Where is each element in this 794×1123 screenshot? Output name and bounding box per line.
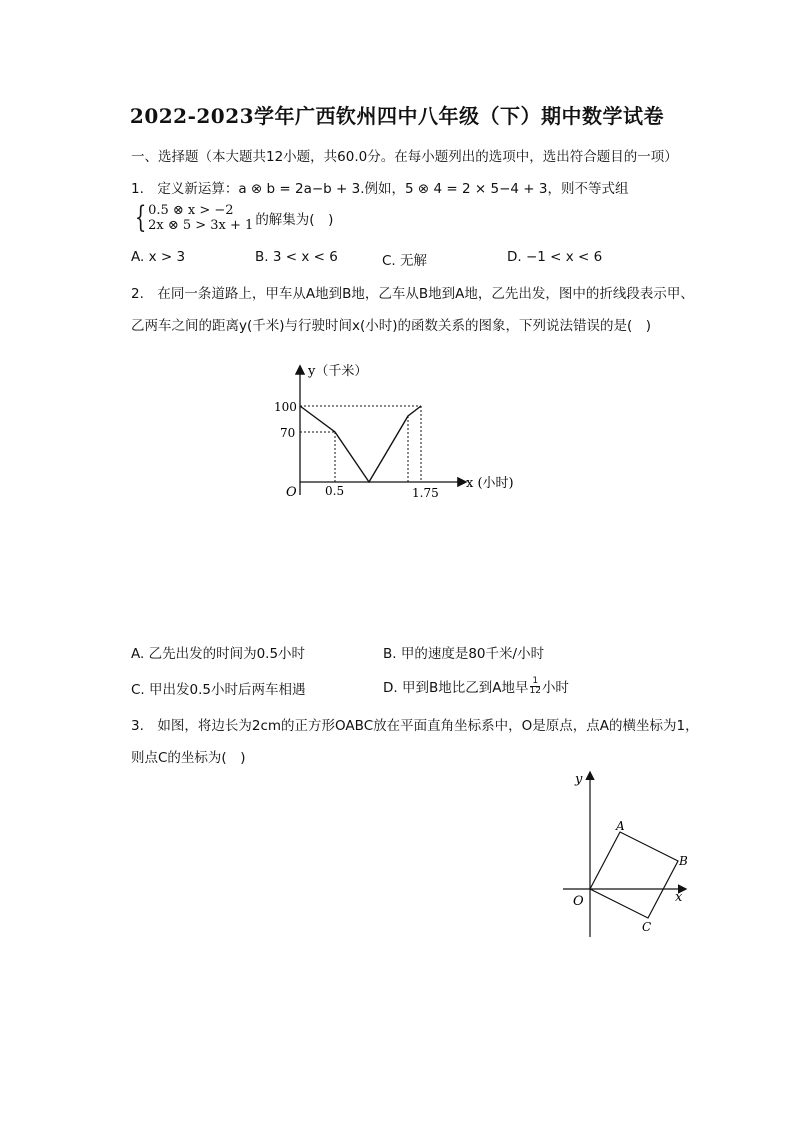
y-tick-100: 100	[274, 400, 297, 414]
q2-option-c[interactable]: C. 甲出发0.5小时后两车相遇	[131, 682, 306, 698]
q1-system-tail: 的解集为( )	[255, 212, 334, 228]
x-axis-label: x (小时)	[466, 476, 514, 491]
q3-stem-line-2: 则点C的坐标为( )	[131, 750, 246, 766]
point-c-label: C	[642, 920, 652, 934]
q2-option-d-tail: 小时	[541, 680, 569, 696]
point-a-label: A	[616, 819, 625, 833]
q3-stem-line-1: 3. 如图，将边长为2cm的正方形OABC放在平面直角坐标系中，O是原点，点A的横坐标为1，	[131, 718, 699, 734]
q1-option-b[interactable]: B. 3 < x < 6	[255, 249, 338, 265]
page-title: 2022-2023学年广西钦州四中八年级（下）期中数学试卷	[129, 104, 665, 128]
x-axis-label: x	[675, 890, 683, 905]
fraction	[529, 677, 540, 696]
q3-square-coordinate-figure	[555, 765, 705, 945]
q1-system-line-1: 0.5 ⊗ x > −2	[148, 203, 234, 218]
q1-inequality-system	[131, 200, 334, 235]
q2-distance-time-graph	[270, 355, 530, 515]
fraction-numerator: 1	[532, 675, 539, 686]
x-tick-0-5: 0.5	[325, 484, 345, 498]
q1-stem: 1. 定义新运算：a ⊗ b = 2a−b + 3.例如，5 ⊗ 4 = 2 × 5−4 + 3，则不等式组	[131, 181, 629, 197]
square-oabc	[590, 832, 678, 918]
q2-option-b[interactable]: B. 甲的速度是80千米/小时	[383, 646, 545, 662]
q1-option-d[interactable]: D. −1 < x < 6	[507, 249, 603, 265]
q2-option-d[interactable]	[383, 676, 569, 696]
q1-option-a[interactable]: A. x > 3	[131, 249, 186, 265]
origin-label: O	[286, 485, 297, 500]
y-tick-70: 70	[280, 426, 296, 440]
q2-option-d-text: D. 甲到B地比乙到A地早	[383, 680, 529, 696]
point-b-label: B	[679, 854, 688, 868]
q2-stem-line-2: 乙两车之间的距离y(千米)与行驶时间x(小时)的函数关系的图象，下列说法错误的是( )	[131, 318, 652, 334]
fraction-denominator: 12	[529, 685, 541, 696]
origin-label: O	[573, 894, 584, 909]
y-axis-label: y（千米）	[308, 364, 368, 379]
x-tick-1-75: 1.75	[412, 486, 439, 500]
brace-symbol: {	[134, 200, 147, 235]
q2-option-a[interactable]: A. 乙先出发的时间为0.5小时	[131, 646, 306, 662]
y-axis-label: y	[575, 772, 583, 787]
distance-polyline	[300, 406, 421, 482]
q2-stem-line-1: 2. 在同一条道路上，甲车从A地到B地，乙车从B地到A地，乙先出发，图中的折线段表示甲、	[131, 286, 694, 302]
q1-option-c[interactable]: C. 无解	[382, 253, 428, 269]
q1-system-line-2: 2x ⊗ 5 > 3x + 1	[148, 218, 254, 233]
section-heading: 一、选择题（本大题共12小题，共60.0分。在每小题列出的选项中，选出符合题目的一项）	[131, 149, 678, 165]
